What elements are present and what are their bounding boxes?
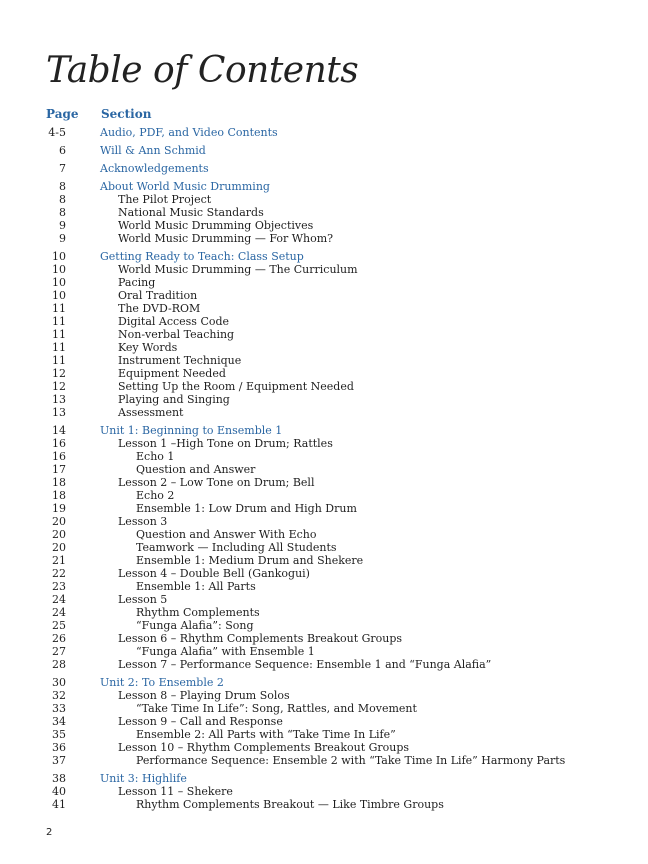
toc-row: [0, 302, 640, 315]
toc-entry-title: Echo 2: [136, 489, 175, 502]
toc-entry-title: Digital Access Code: [118, 315, 230, 328]
toc-entry-title: Key Words: [118, 341, 178, 354]
toc-page-number: 27: [52, 645, 66, 658]
toc-row: [0, 276, 640, 289]
toc-section-title: Getting Ready to Teach: Class Setup: [100, 250, 304, 263]
toc-entry-title: Non-verbal Teaching: [118, 328, 235, 341]
toc-section-row: [0, 424, 640, 437]
toc-page-number: 11: [52, 328, 66, 341]
toc-entry-title: Assessment: [118, 406, 184, 419]
toc-page-number: 12: [52, 380, 66, 393]
toc-entry-title: National Music Standards: [118, 206, 264, 219]
toc-entry-title: Lesson 8 – Playing Drum Solos: [118, 689, 290, 702]
toc-row: [0, 741, 640, 754]
toc-entry-title: Oral Tradition: [118, 289, 198, 302]
toc-entry-title: World Music Drumming — For Whom?: [118, 232, 334, 245]
toc-row: [0, 206, 640, 219]
toc-row: [0, 263, 640, 276]
toc-row: [0, 541, 640, 554]
toc-entry-title: Equipment Needed: [118, 367, 226, 380]
toc-page-number: 11: [52, 302, 66, 315]
toc-section-row: [0, 126, 640, 139]
toc-page-number: 13: [52, 393, 66, 406]
toc-entry-title: Lesson 7 – Performance Sequence: Ensemble 1 and “Funga Alafia”: [118, 658, 492, 671]
toc-page-number: 36: [52, 741, 66, 754]
toc-page-number: 18: [52, 489, 66, 502]
toc-section-title: Audio, PDF, and Video Contents: [100, 126, 278, 139]
toc-row: [0, 406, 640, 419]
toc-page-number: 19: [52, 502, 66, 515]
toc-page-number: 38: [52, 772, 66, 785]
toc-row: [0, 619, 640, 632]
section-column-header: Section: [101, 107, 152, 121]
toc-entry-title: Performance Sequence: Ensemble 2 with “Take Time In Life” Harmony Parts: [136, 754, 566, 767]
toc-row: [0, 593, 640, 606]
toc-page-number: 10: [52, 263, 66, 276]
toc-page-number: 32: [52, 689, 66, 702]
toc-row: [0, 315, 640, 328]
toc-row: [0, 393, 640, 406]
toc-page-number: 12: [52, 367, 66, 380]
toc-entry-title: Playing and Singing: [118, 393, 230, 406]
toc-row: [0, 554, 640, 567]
toc-page-number: 8: [59, 193, 66, 206]
toc-entry-title: Rhythm Complements: [136, 606, 260, 619]
toc-page-number: 37: [52, 754, 66, 767]
toc-page-number: 11: [52, 341, 66, 354]
toc-entry-title: Question and Answer: [136, 463, 256, 476]
toc-section-title: Unit 3: Highlife: [100, 772, 187, 785]
toc-page-number: 40: [52, 785, 66, 798]
toc-row: [0, 341, 640, 354]
toc-page-number: 28: [52, 658, 66, 671]
toc-row: [0, 567, 640, 580]
toc-entry-title: The DVD-ROM: [118, 302, 201, 315]
toc-row: [0, 528, 640, 541]
toc-entry-title: Lesson 2 – Low Tone on Drum; Bell: [118, 476, 315, 489]
toc-entry-title: Question and Answer With Echo: [136, 528, 317, 541]
toc-section-row: [0, 144, 640, 157]
toc-page-number: 35: [52, 728, 66, 741]
toc-row: [0, 463, 640, 476]
toc-entry-title: Lesson 11 – Shekere: [118, 785, 233, 798]
toc-entry-title: “Take Time In Life”: Song, Rattles, and Movement: [136, 702, 417, 715]
toc-row: [0, 754, 640, 767]
toc-entry-title: Lesson 10 – Rhythm Complements Breakout Groups: [118, 741, 410, 754]
toc-page-number: 10: [52, 289, 66, 302]
toc-entry-title: Setting Up the Room / Equipment Needed: [118, 380, 354, 393]
toc-row: [0, 502, 640, 515]
toc-row: [0, 232, 640, 245]
toc-page-number: 18: [52, 476, 66, 489]
toc-entry-title: World Music Drumming — The Curriculum: [118, 263, 358, 276]
toc-entry-title: “Funga Alafia” with Ensemble 1: [136, 645, 315, 658]
toc-row: [0, 715, 640, 728]
toc-entry-title: Ensemble 2: All Parts with “Take Time In Life”: [136, 728, 396, 741]
toc-page-number: 17: [52, 463, 66, 476]
toc-row: [0, 328, 640, 341]
page-number: 2: [46, 827, 53, 838]
toc-row: [0, 645, 640, 658]
toc-page-number: 23: [52, 580, 66, 593]
toc-entry-title: Lesson 5: [118, 593, 168, 606]
toc-page-number: 11: [52, 315, 66, 328]
toc-entry-title: Lesson 9 – Call and Response: [118, 715, 283, 728]
toc-page-number: 41: [52, 798, 66, 811]
toc-entry-title: Rhythm Complements Breakout — Like Timbre Groups: [136, 798, 444, 811]
toc-section-row: [0, 250, 640, 263]
toc-entry-title: Echo 1: [136, 450, 175, 463]
toc-page-number: 10: [52, 250, 66, 263]
toc-section-row: [0, 772, 640, 785]
toc-page-number: 8: [59, 180, 66, 193]
toc-entry-title: Ensemble 1: Medium Drum and Shekere: [136, 554, 364, 567]
toc-row: [0, 702, 640, 715]
toc-page-number: 26: [52, 632, 66, 645]
toc-page-number: 20: [52, 515, 66, 528]
toc-page-number: 22: [52, 567, 66, 580]
toc-row: [0, 219, 640, 232]
toc-section-row: [0, 180, 640, 193]
toc-entry-title: Lesson 1 –High Tone on Drum; Rattles: [118, 437, 333, 450]
toc-row: [0, 728, 640, 741]
toc-entry-title: Lesson 3: [118, 515, 168, 528]
toc-entry-title: Ensemble 1: Low Drum and High Drum: [136, 502, 357, 515]
toc-row: [0, 606, 640, 619]
toc-page-number: 7: [59, 162, 66, 175]
toc-row: [0, 193, 640, 206]
toc-row: [0, 798, 640, 811]
toc-page-number: 16: [52, 450, 66, 463]
toc-page-number: 30: [52, 676, 66, 689]
toc-row: [0, 658, 640, 671]
toc-row: [0, 689, 640, 702]
toc-entry-title: “Funga Alafia”: Song: [136, 619, 254, 632]
toc-row: [0, 354, 640, 367]
toc-section-title: About World Music Drumming: [100, 180, 270, 193]
toc-row: [0, 450, 640, 463]
page-column-header: Page: [46, 107, 79, 121]
toc-page-number: 10: [52, 276, 66, 289]
toc-page-number: 34: [52, 715, 66, 728]
toc-page-number: 6: [59, 144, 66, 157]
toc-row: [0, 476, 640, 489]
toc-page-number: 14: [52, 424, 66, 437]
toc-section-title: Unit 2: To Ensemble 2: [100, 676, 224, 689]
toc-page-number: 11: [52, 354, 66, 367]
toc-page-number: 24: [52, 593, 66, 606]
toc-section-row: [0, 162, 640, 175]
toc-entry-title: Ensemble 1: All Parts: [136, 580, 256, 593]
toc-page-number: 8: [59, 206, 66, 219]
toc-row: [0, 367, 640, 380]
toc-page-number: 21: [52, 554, 66, 567]
toc-row: [0, 289, 640, 302]
page-title: Table of Contents: [46, 50, 359, 91]
toc-page-number: 24: [52, 606, 66, 619]
toc-row: [0, 437, 640, 450]
toc-entry-title: Pacing: [118, 276, 156, 289]
toc-row: [0, 580, 640, 593]
toc-row: [0, 785, 640, 798]
toc-entry-title: Instrument Technique: [118, 354, 242, 367]
toc-entry-title: Lesson 4 – Double Bell (Gankogui): [118, 567, 310, 580]
toc-entry-title: Lesson 6 – Rhythm Complements Breakout Groups: [118, 632, 403, 645]
toc-page-number: 13: [52, 406, 66, 419]
toc-page-number: 4-5: [48, 126, 66, 139]
toc-entry-title: World Music Drumming Objectives: [118, 219, 314, 232]
toc-section-title: Will & Ann Schmid: [100, 144, 206, 157]
toc-section-title: Acknowledgements: [100, 162, 209, 175]
toc-page-number: 9: [59, 232, 66, 245]
toc-page-number: 20: [52, 541, 66, 554]
toc-page-number: 20: [52, 528, 66, 541]
toc-entry-title: The Pilot Project: [118, 193, 212, 206]
toc-section-title: Unit 1: Beginning to Ensemble 1: [100, 424, 283, 437]
toc-entry-title: Teamwork — Including All Students: [136, 541, 337, 554]
toc-row: [0, 380, 640, 393]
toc-row: [0, 632, 640, 645]
toc-row: [0, 489, 640, 502]
toc-page-number: 25: [52, 619, 66, 632]
toc-page-number: 33: [52, 702, 66, 715]
toc-page-number: 9: [59, 219, 66, 232]
toc-page-number: 16: [52, 437, 66, 450]
toc-row: [0, 515, 640, 528]
toc-section-row: [0, 676, 640, 689]
